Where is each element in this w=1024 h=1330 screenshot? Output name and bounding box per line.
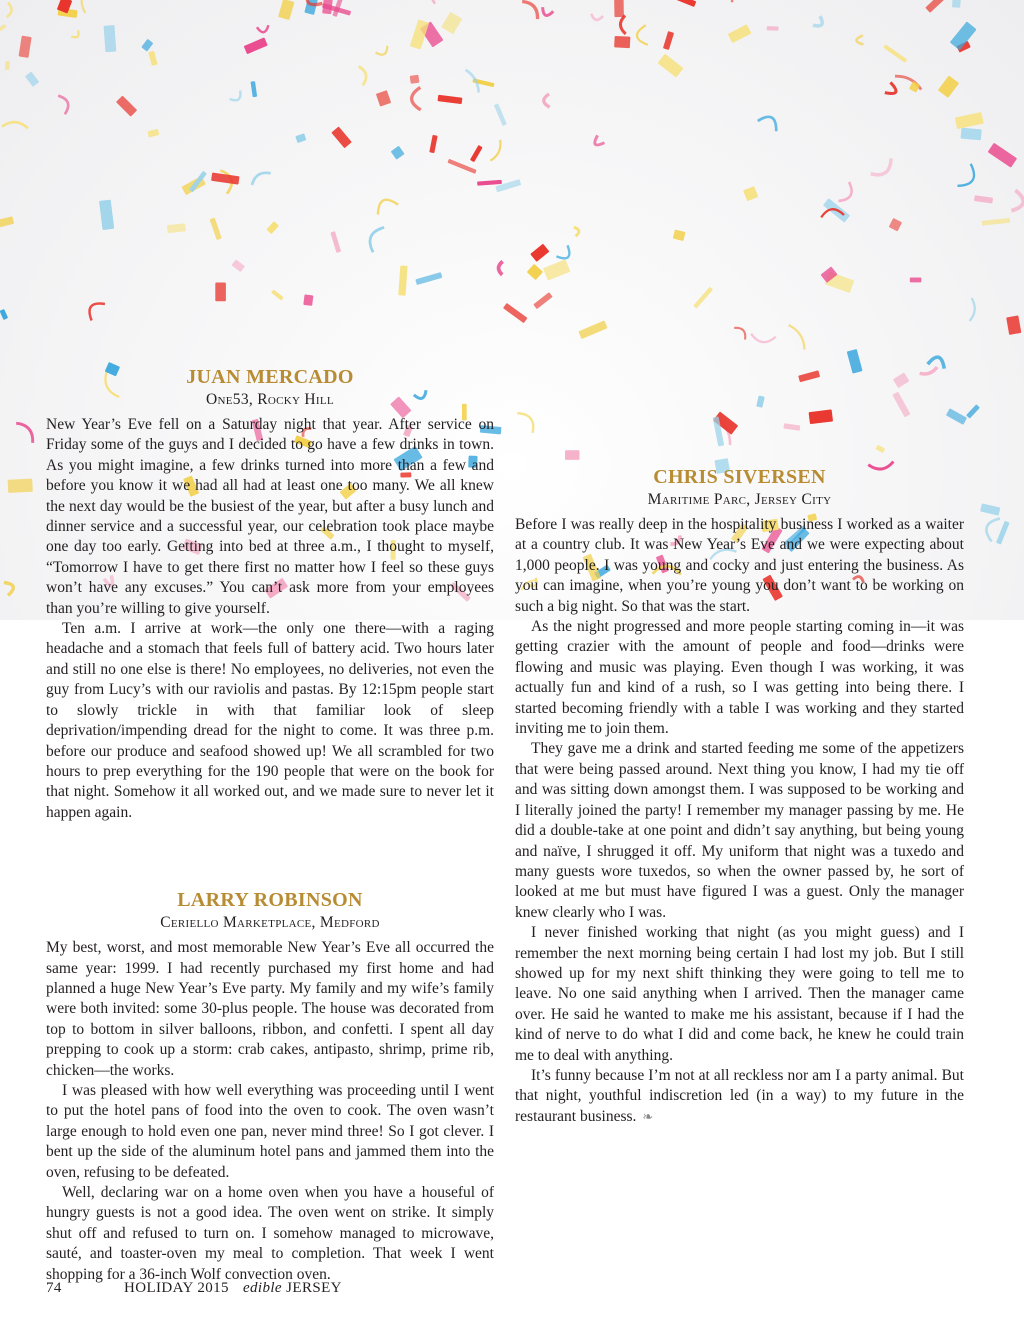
story-gap (46, 863, 494, 887)
confetti-piece (693, 287, 713, 309)
confetti-piece (885, 82, 899, 97)
confetti-piece (925, 0, 946, 13)
confetti-piece (966, 404, 980, 418)
confetti-piece (8, 479, 33, 493)
magazine-name-jersey: JERSEY (286, 1280, 342, 1296)
confetti-piece (415, 272, 442, 285)
confetti-piece (928, 355, 947, 369)
confetti-piece (470, 145, 483, 162)
confetti-piece (231, 259, 244, 272)
confetti-piece (99, 200, 114, 231)
confetti-piece (76, 0, 97, 13)
page-number: 74 (46, 1280, 62, 1296)
confetti-piece (330, 231, 341, 253)
confetti-piece (0, 23, 5, 33)
confetti-piece (498, 261, 502, 275)
story-venue: Maritime Parc, Jersey City (647, 491, 832, 508)
magazine-name-edible: edible (242, 1280, 282, 1296)
confetti-piece (952, 0, 961, 8)
confetti-piece (889, 218, 902, 231)
confetti-piece (543, 259, 570, 280)
confetti-piece (215, 283, 226, 302)
confetti-piece (838, 182, 855, 205)
story-paragraph: I never finished working that night (as you might guess) and I remember the next morning being certain I had lost my job. But I still showed up for my next shift thinking they were going to tell me to leave. No one said anything when I arrived. Then the manager came over. He said he wanted to make me his assistant, because if I had the kind of nerve to do what I did and come back, he knew he could train me to deal with anything. (515, 924, 964, 1064)
confetti-piece (946, 408, 967, 425)
confetti-piece (2, 121, 29, 128)
confetti-piece (1011, 190, 1024, 212)
confetti-piece (429, 135, 437, 153)
confetti-piece (970, 298, 976, 321)
confetti-piece (1006, 315, 1021, 335)
confetti-piece (783, 423, 800, 431)
confetti-piece (16, 419, 37, 443)
confetti-piece (84, 298, 105, 320)
confetti-piece (750, 334, 776, 344)
confetti-piece (871, 159, 896, 181)
confetti-piece (376, 90, 391, 106)
confetti-piece (398, 265, 407, 295)
confetti-piece (565, 450, 580, 460)
story-juan-mercado (46, 364, 494, 823)
story-paragraph-text: It’s funny because I’m not at all reckless nor am I a party animal. But that night, youthful indiscretion led (in a way) to my future in the restaurant business. (515, 1066, 964, 1125)
confetti-piece (517, 409, 538, 433)
confetti-piece (167, 223, 186, 233)
confetti-piece (295, 133, 306, 143)
confetti-piece (210, 218, 222, 241)
confetti-piece (540, 7, 553, 17)
confetti-piece (359, 65, 368, 85)
confetti-piece (592, 135, 604, 148)
confetti-piece (19, 36, 32, 58)
confetti-piece (734, 324, 749, 339)
confetti-piece (427, 0, 443, 4)
confetti-piece (798, 370, 820, 382)
confetti-piece (251, 81, 258, 97)
story-paragraph: I was pleased with how well everything was proceeding until I went to put the hotel pans of food into the oven to cook. The oven wasn’t large enough to hold even one pan, never mind three! So I got clever. I bent up the side of the aluminum hotel pans and jammed them into the oven, refusing to be defeated. (46, 1081, 494, 1181)
confetti-piece (5, 61, 10, 70)
confetti-piece (494, 103, 507, 126)
story-larry-robinson (46, 887, 494, 1285)
confetti-piece (728, 24, 752, 43)
story-name: LARRY ROBINSON (177, 889, 363, 912)
confetti-piece (257, 25, 270, 33)
confetti-piece (71, 30, 81, 39)
confetti-piece (0, 309, 8, 320)
confetti-piece (527, 264, 543, 280)
confetti-piece (543, 94, 549, 107)
confetti-piece (813, 16, 825, 29)
confetti-piece (614, 36, 630, 48)
confetti-piece (789, 323, 809, 350)
story-chris-siversen (515, 464, 964, 1127)
story-paragraph: Ten a.m. I arrive at work—the only one there—with a raging headache and a stomach that feels full of battery acid. Two hours later and still no one else is there! No employees, no deliveries, not even the guy from Lucy’s with our raviolis and pastas. By 12:15pm people start to slowly trickle in with that familiar look of sleep deprivation/impending dread for the night to come. It was three p.m. before our produce and seafood showed up! We all scrambled for two hours to prep everything for the 190 people that were on the book for that night. Somehow it all worked out, and we made sure to never let it happen again. (46, 620, 494, 821)
story-paragraph: New Year’s Eve fell on a Saturday night that year. After service on Friday some of the guys and I decided to go have a few drinks in town. As you might imagine, a few drinks turned into more than a few and before you know it we had all had at least one too many. We all knew the next day would be the busiest of the year, but after a busy lunch and dinner service and a successful year, our celebration took place maybe one day too early. Getting into bed at three a.m., I thought to myself, “Tomorrow I have to get there first no matter how I feel so these guys won’t have any excuses.” You can’t ask more from your employees than you’re willing to give yourself. (46, 416, 494, 617)
confetti-piece (4, 580, 15, 595)
confetti-piece (490, 140, 503, 163)
confetti-piece (211, 173, 239, 185)
story-paragraph: Well, declaring war on a home oven when you have a houseful of hungry guests is not a good idea. The oven went on strike. It simply shut off and refused to turn on. I somehow managed to microwave, sauté, and toaster-oven my meal to completion. That week I went shopping for a 36-inch Wolf convection oven. (46, 1184, 494, 1283)
confetti-piece (58, 93, 71, 114)
confetti-piece (892, 392, 910, 418)
confetti-piece (303, 294, 313, 306)
confetti-piece (411, 87, 420, 110)
confetti-piece (590, 14, 603, 21)
confetti-piece (230, 91, 244, 104)
confetti-piece (249, 169, 270, 185)
confetti-piece (743, 186, 758, 201)
confetti-piece (673, 230, 686, 242)
confetti-piece (522, 0, 541, 19)
story-paragraph: They gave me a drink and started feeding me some of the appetizers that were being passed around. Next thing you know, I had my tie off and was sitting down amongst them. I was supposed to be working and I literally joined the party! I remember my manager passing by me. He did a double-take at one point and didn’t say anything, but being young and naïve, I shrugged it off. My uniform that night was a tuxedo and many guests wore tuxedos, so when the owner passed by, he sort of looked at me but must have figured I was a guest. Only the manager knew clearly who I was. (515, 740, 964, 921)
left-column (46, 364, 494, 1325)
confetti-piece (847, 349, 863, 374)
confetti-piece (756, 395, 765, 407)
confetti-piece (533, 292, 552, 309)
confetti-piece (574, 226, 580, 236)
story-paragraph-last (515, 1066, 964, 1127)
confetti-piece (856, 35, 863, 45)
confetti-piece (955, 112, 984, 129)
confetti-piece (376, 46, 391, 58)
confetti-piece (410, 75, 420, 84)
confetti-piece (148, 51, 157, 66)
confetti-piece (893, 372, 910, 388)
confetti-piece (636, 25, 648, 46)
confetti-piece (477, 180, 502, 186)
confetti-piece (758, 112, 781, 131)
confetti-piece (578, 320, 607, 339)
confetti-piece (988, 143, 1017, 168)
confetti-piece (365, 224, 384, 252)
confetti-piece (961, 128, 982, 141)
confetti-piece (503, 303, 528, 323)
story-name: CHRIS SIVERSEN (653, 466, 826, 488)
confetti-piece (116, 95, 137, 116)
confetti-piece (104, 25, 117, 52)
confetti-piece (271, 289, 284, 300)
confetti-piece (920, 367, 939, 376)
confetti-piece (278, 0, 294, 20)
confetti-piece (726, 0, 750, 2)
confetti-piece (438, 95, 463, 104)
confetti-piece (982, 218, 1010, 226)
confetti-piece (530, 244, 549, 262)
confetti-piece (147, 129, 159, 138)
right-column (515, 464, 964, 1167)
confetti-piece (141, 39, 153, 52)
confetti-piece (767, 26, 779, 31)
confetti-piece (614, 0, 624, 17)
confetti-piece (0, 216, 14, 228)
story-venue: One53, Rocky Hill (206, 391, 334, 408)
confetti-piece (910, 278, 922, 283)
confetti-piece (883, 44, 907, 62)
issue-label: HOLIDAY 2015 (124, 1280, 229, 1296)
confetti-piece (983, 515, 1000, 541)
confetti-piece (244, 37, 268, 54)
confetti-piece (663, 31, 674, 50)
confetti-piece (974, 195, 993, 203)
confetti-piece (996, 521, 1010, 545)
end-mark-icon: ❧ (642, 1108, 654, 1124)
story-venue: Ceriello Marketplace, Medford (160, 914, 380, 932)
story-paragraph: Before I was really deep in the hospitality business I worked as a waiter at a country club. It was New Year’s Eve and we were expecting about 1,000 people. I was young and cocky and just entering the business. As you can imagine, when you’re young you don’t want to be working on such a big night. So that was the start. (515, 516, 964, 615)
confetti-piece (391, 146, 405, 160)
confetti-piece (25, 72, 39, 87)
confetti-piece (957, 164, 979, 191)
confetti-piece (331, 126, 352, 148)
confetti-piece (980, 503, 1000, 515)
confetti-piece (875, 445, 885, 453)
page-footer (46, 1280, 342, 1297)
confetti-piece (809, 409, 833, 424)
confetti-piece (658, 54, 684, 78)
confetti-piece (938, 76, 959, 98)
confetti-piece (373, 195, 398, 214)
confetti-piece (7, 3, 13, 18)
confetti-piece (674, 0, 696, 7)
confetti-piece (620, 16, 626, 35)
confetti-piece (909, 81, 920, 93)
story-paragraph: My best, worst, and most memorable New Year’s Eve all occurred the same year: 1999. I had recently purchased my first home and had planned a huge New Year’s Eve party. My family and my wife’s family were both invited: some 30-plus people. The house was decorated from top to bottom in silver balloons, ribbon, and confetti. I spent all day prepping to cook up a storm: crab cakes, antipasto, shrimp, prime rib, chicken—the works. (46, 939, 494, 1079)
story-name: JUAN MERCADO (186, 366, 354, 388)
confetti-piece (266, 221, 279, 234)
story-paragraph: As the night progressed and more people starting coming in—it was getting crazier with the amount of people and food—drinks were flowing and music was playing. Even though I was working, it was actually fun and kind of a rush, so I was getting into being there. I started becoming friendly with a table I was working and they started inviting me to join them. (515, 618, 964, 738)
confetti-piece (441, 12, 462, 35)
